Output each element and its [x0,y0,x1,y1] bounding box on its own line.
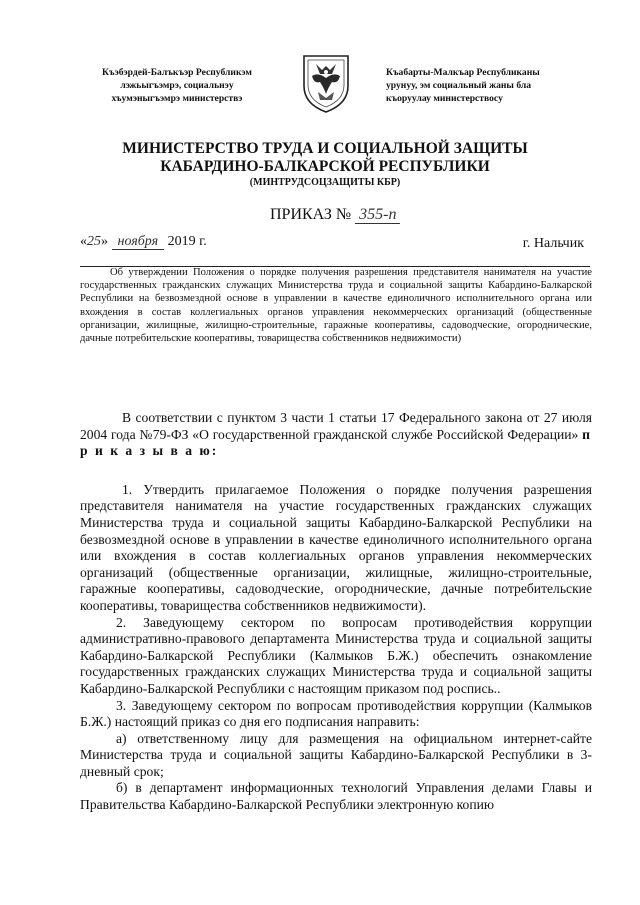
order-city: г. Нальчик [522,236,584,251]
ministry-title [80,140,570,189]
date-year: 2019 г. [167,234,207,249]
date-day-handwritten: 25 [87,234,101,249]
order-date [80,234,207,250]
ministry-abbreviation: (МИНТРУДСОЦЗАЩИТЫ КБР) [249,177,401,188]
order-heading [270,206,400,224]
order-item-1: 1. Утвердить прилагаемое Положения о порядке получения разрешения представителя нанимателя на участие государственных гражданских служащих Министерства труда и социальной защиты Кабардино-Балкарской Республики на безвозмездной основе в управлении в качестве единоличного исполнительного органа или вхождения в состав коллегиальных органов управления некоммерческих организаций (общественные организации, жилищные, жилищно-строительные, гаражные кооперативы, садоводческие, огороднические, дачные потребительские кооперативы, товарищества собственников недвижимости). [80,481,592,613]
date-close-quote: » [101,234,108,249]
order-body [80,410,592,814]
header-right-line: къоруулау министерствосу [386,93,503,104]
order-subject: Об утверждении Положения о порядке получения разрешения представителя нанимателя на участие государственных гражданских служащих Министерства труда и социальной защиты Кабардино-Балкарской Республики на безвозмездной основе в управлении в качестве единоличного исполнительного органа или вхождения в состав коллегиальных органов управления некоммерческих организаций (общественные организации, жилищные, жилищно-строительные, гаражные кооперативы, садоводческие, огороднические, дачные потребительские кооперативы, товарищества собственников недвижимости) [80,267,592,345]
coat-of-arms-icon [298,48,354,114]
header-left-line: лэжьыгъэмрэ, социальнэу [120,80,234,91]
preamble-paragraph [80,410,592,460]
ministry-title-line2: КАБАРДИНО-БАЛКАРСКОЙ РЕСПУБЛИКИ [160,158,490,175]
date-month-handwritten: ноября [112,234,165,250]
header-left-line: Къэбэрдей-Балъкъэр Республикэм [102,67,252,78]
ministry-title-line1: МИНИСТЕРСТВО ТРУДА И СОЦИАЛЬНОЙ ЗАЩИТЫ [122,140,528,157]
preamble-text: В соответствии с пунктом 3 части 1 статьи 17 Федерального закона от 27 июля 2004 года №79-ФЗ «О государственной гражданской службе Российской Федерации» [80,410,592,442]
preamble-order-word: п р и к а з ы в а ю: [80,426,592,459]
order-number-handwritten: 355-п [355,206,400,224]
order-item-2: 2. Заведующему сектором по вопросам противодействия коррупции административно-правового департамента Министерства труда и социальной защиты Кабардино-Балкарской Республики (Калмыков Б.Ж.) обеспечить ознакомление государственных гражданских служащих Министерства труда и социальной защиты Кабардино-Балкарской Республики с настоящим приказом под роспись.. [80,614,592,696]
order-item-3b: б) в департамент информационных технологий Управления делами Главы и Правительства Кабардино-Балкарской Республики электронную копию [80,780,592,813]
header-right-balkar [386,66,616,105]
header-right-line: урунуу, эм социальный жаны бла [386,80,532,91]
date-open-quote: « [80,234,87,249]
header-left-kabardian [62,66,292,105]
order-item-3: 3. Заведующему сектором по вопросам противодействия коррупции (Калмыков Б.Ж.) настоящий приказ со дня его подписания направить: [80,697,592,730]
order-item-3a: а) ответственному лицу для размещения на официальном интернет-сайте Министерства труда и социальной защиты Кабардино-Балкарской Республики в 3-дневный срок; [80,730,592,779]
header-left-line: хъумэныгъэмрэ министерствэ [111,93,243,104]
header-right-line: Къабарты-Малкъар Республиканы [386,67,540,78]
order-label: ПРИКАЗ № [270,206,352,223]
